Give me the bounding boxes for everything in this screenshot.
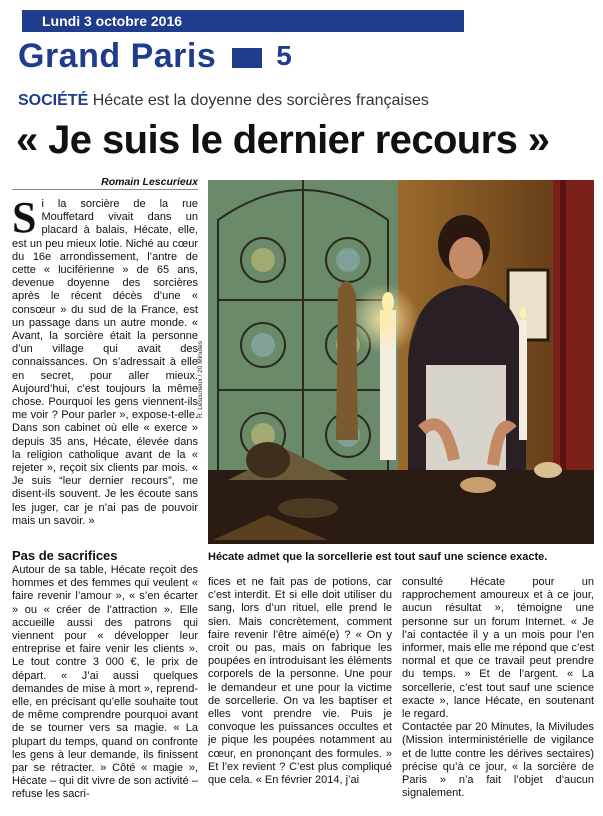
column-1-bottom-text: Autour de sa table, Hécate reçoit des hommes et des femmes qui veulent « faire revenir l’amour », « s’en écarter » ou « créer de l’attraction ». Elle accueille aussi des patrons qui viennent pour « développer leur entreprise et faire venir les clients ». Le tout contre 3 000 €, le prix de départ. « J’ai aussi quelques demandes de mise à mort », reprend-elle, en précisant qu’elle souhaite tout de même comprendre pourquoi avant de se tourner vers sa magie. « La plupart du temps, quand on confronte les gens à leur demande, ils finissent par se rétracter. » Côté « magie », Hécate – qui dit vivre de son activité – refuse les sacri- <box>12 564 198 801</box>
column-2-text: fices et ne fait pas de potions, car c’est interdit. Et si elle doit utiliser du sang, lors d’un rituel, elle prend le sien. Mais concrètement, comment faire revenir l’être aimé(e) ? « On y croit ou pas, mais on fabrique les poupées en introduisant les éléments corporels de la personne. Une pour le demandeur et une pour la victime de sorcellerie. On va les baptiser et elles vont prendre vie. Puis je convoque les puissances occultes et je pique les poupées notamment au cœur, en prononçant des formules. » Et l’ex revient ? C’est plus compliqué que cela. « En février 2014, j’ai <box>208 576 392 787</box>
rubric: SOCIÉTÉ <box>18 92 89 109</box>
date-band <box>22 10 464 32</box>
byline: Romain Lescurieux <box>12 176 198 190</box>
article-photo <box>208 180 594 544</box>
photo-credit: R. Lescurieux / 20 Minutes <box>197 341 204 418</box>
column-3-text-a: consulté Hécate pour un rapprochement amoureux et à ce jour, aucun résultat », témoigne une personne sur un forum Internet. « Je l’ai contactée il y a un mois pour l’en informer, mais elle me répond que c’est normal et que ce travail peut prendre du temps. » Et de l’argent. « La sorcellerie, c’est tout sauf une science exacte », lance Hécate, en soutenant le regard. <box>402 576 594 721</box>
kicker <box>18 92 429 110</box>
issue-date: Lundi 3 octobre 2016 <box>42 13 183 29</box>
section-square-icon <box>232 48 262 68</box>
column-1-bottom <box>12 564 198 814</box>
page-number: 5 <box>276 40 292 71</box>
deck: Hécate est la doyenne des sorcières françaises <box>92 92 429 109</box>
section-header <box>18 34 292 78</box>
headline: « Je suis le dernier recours » <box>16 118 550 162</box>
column-1-text: i la sorcière de la rue Mouffetard vivait dans un placard à balais, Hécate, elle, est un peu mieux lotie. Niché au cœur du 16e arrondissement, l’antre de cette « luciférienne » de 65 ans, devenue doyenne des sorcières après le récent décès d’une « consœur » du sud de la France, est un passage dans un autre monde. « Avant, la sorcière était la personne d’un village qui avait des connaissances. On s’adressait à elle en secret, pour aller mieux. Aujourd’hui, c’est toujours la même chose. Pourquoi les gens viennent-ils me voir ? Pour parler », expose-t-elle. Dans son cabinet où elle « exerce » depuis 35 ans, Hécate, élevée dans la religion catholique avant de la « rejeter », reçoit six clients par mois. « Je suis “leur dernier recours”, me disent-ils souvent. Je les écoute sans les juger, car je n’ai pas de pouvoir mais un savoir. » <box>12 198 198 527</box>
column-3 <box>402 576 594 816</box>
photo-illustration <box>208 180 594 544</box>
section-title: Grand Paris <box>18 36 217 75</box>
column-1 <box>12 198 198 541</box>
subhead: Pas de sacrifices <box>12 548 118 563</box>
photo-caption: Hécate admet que la sorcellerie est tout sauf une science exacte. <box>208 551 548 563</box>
column-2 <box>208 576 392 816</box>
drop-cap: S <box>12 198 37 242</box>
column-3-text-b: Contactée par 20 Minutes, la Miviludes (Mission interministérielle de vigilance et de lutte contre les dérives sectaires) précise qu’à ce jour, « la sorcière de Paris » n’a fait l’objet d’aucun signalement. <box>402 721 594 800</box>
